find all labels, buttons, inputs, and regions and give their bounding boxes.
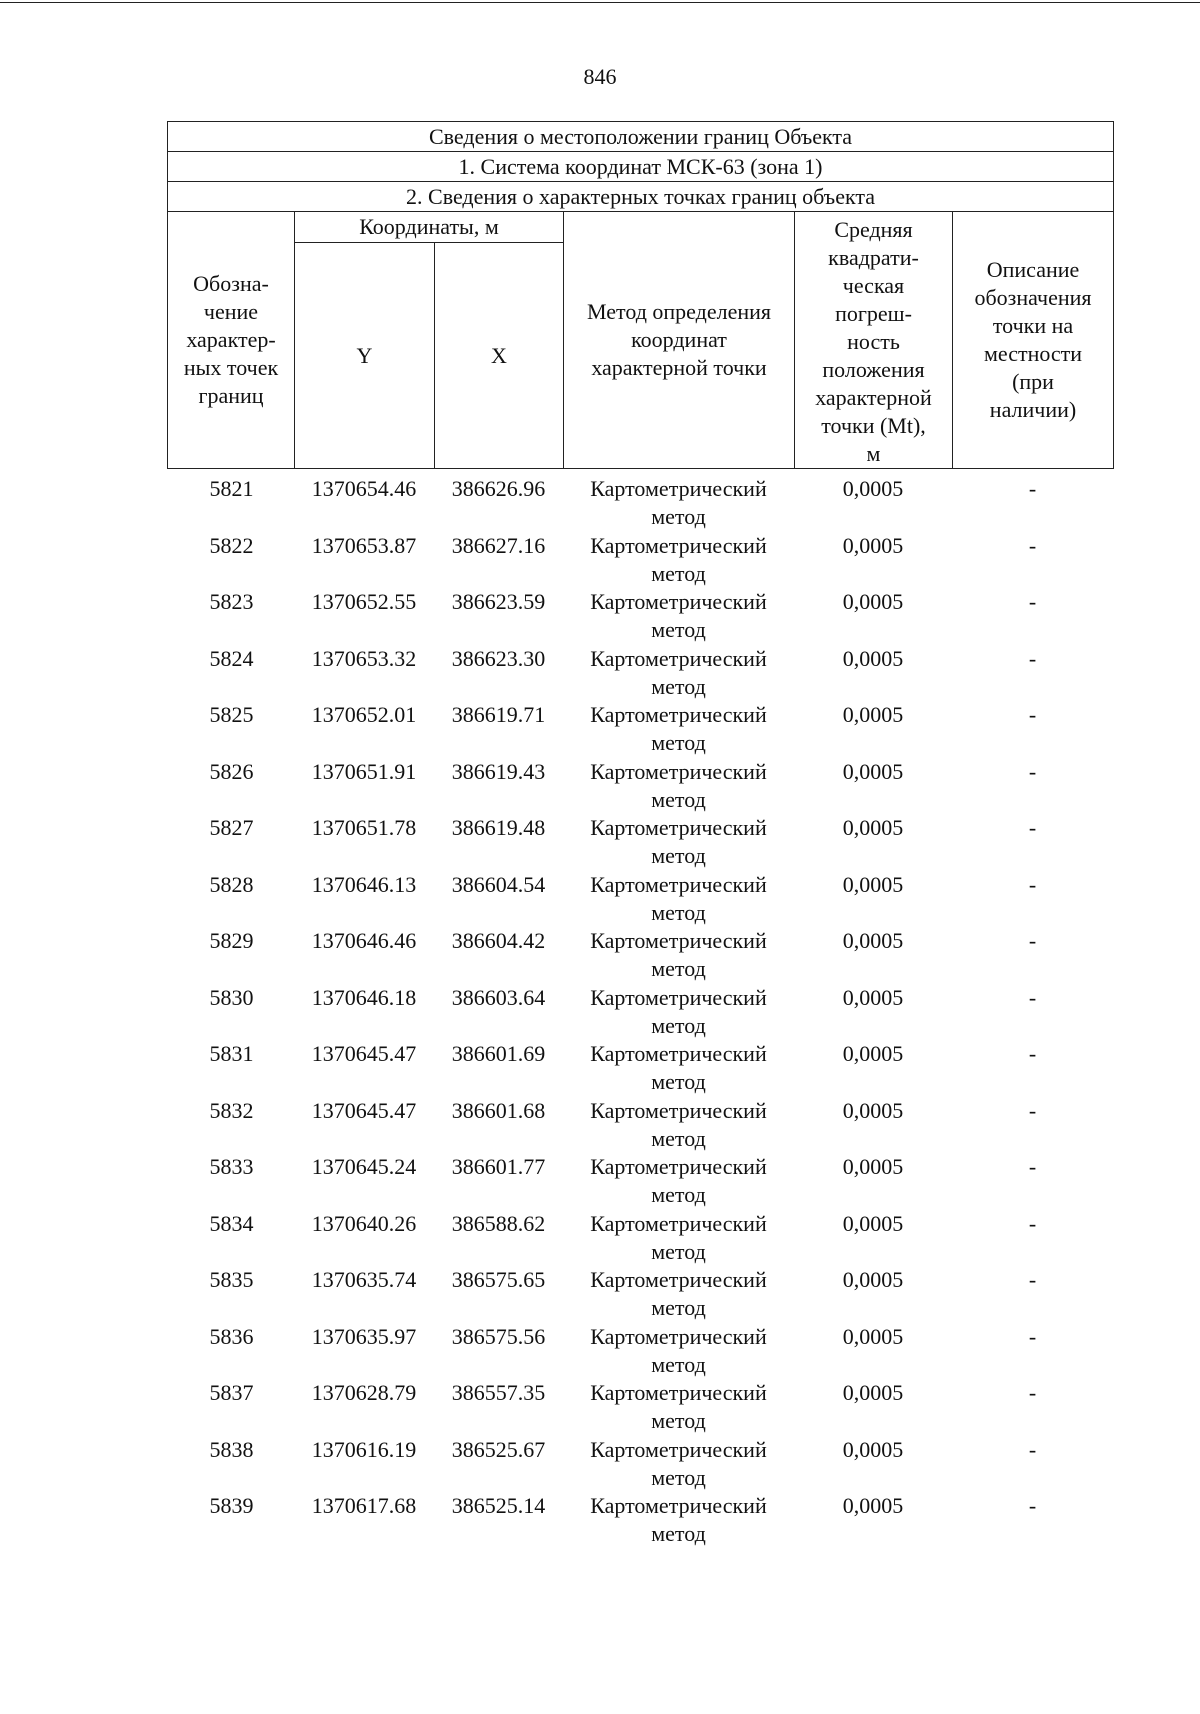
point-id-cell: 5821 bbox=[209, 476, 254, 501]
col-coordinates-header: Координаты, м bbox=[295, 212, 564, 243]
coordinate-x-cell: 386588.62 bbox=[451, 1210, 546, 1236]
method-cell: Картометрический метод bbox=[590, 532, 767, 586]
coordinate-system: 1. Система координат МСК-63 (зона 1) bbox=[168, 152, 1114, 182]
coordinate-y-cell: 1370645.47 bbox=[311, 1097, 417, 1123]
table-row bbox=[167, 701, 1113, 758]
method-cell: Картометрический метод bbox=[590, 928, 767, 981]
table-row bbox=[167, 532, 1113, 589]
coordinate-x-cell: 386623.59 bbox=[451, 589, 546, 614]
error-cell: 0,0005 bbox=[842, 532, 904, 558]
point-id-cell: 5824 bbox=[209, 645, 254, 671]
col-description-header: Описание обозначения точки на местности (при наличии) bbox=[953, 212, 1114, 469]
description-cell: - bbox=[1028, 1323, 1037, 1349]
description-cell: - bbox=[1028, 702, 1037, 727]
method-cell: Картометрический метод bbox=[590, 871, 767, 925]
table-row bbox=[167, 1492, 1113, 1549]
coordinate-x-cell: 386603.64 bbox=[451, 984, 546, 1010]
method-cell: Картометрический метод bbox=[590, 815, 767, 868]
error-cell: 0,0005 bbox=[842, 645, 904, 671]
coordinate-x-cell: 386604.42 bbox=[451, 928, 546, 953]
error-cell: 0,0005 bbox=[842, 702, 904, 727]
coordinate-y-cell: 1370651.91 bbox=[311, 758, 417, 784]
point-id-cell: 5833 bbox=[209, 1154, 254, 1179]
col-y-header: Y bbox=[295, 243, 435, 469]
coordinate-y-cell: 1370654.46 bbox=[311, 476, 417, 501]
table-row bbox=[167, 758, 1113, 815]
point-id-cell: 5838 bbox=[209, 1436, 254, 1462]
point-id-cell: 5822 bbox=[209, 532, 254, 558]
coordinate-x-cell: 386575.56 bbox=[451, 1323, 546, 1349]
description-cell: - bbox=[1028, 928, 1037, 953]
error-cell: 0,0005 bbox=[842, 476, 904, 501]
table-row bbox=[167, 1040, 1113, 1097]
description-cell: - bbox=[1028, 758, 1037, 784]
error-cell: 0,0005 bbox=[842, 1380, 904, 1405]
coordinate-y-cell: 1370646.13 bbox=[311, 871, 417, 897]
coordinate-x-cell: 386627.16 bbox=[451, 532, 546, 558]
error-cell: 0,0005 bbox=[842, 1436, 904, 1462]
method-cell: Картометрический метод bbox=[590, 1323, 767, 1377]
point-id-cell: 5829 bbox=[209, 928, 254, 953]
error-cell: 0,0005 bbox=[842, 1267, 904, 1292]
table-row bbox=[167, 1210, 1113, 1267]
point-id-cell: 5835 bbox=[209, 1267, 254, 1292]
table-row bbox=[167, 814, 1113, 871]
point-id-cell: 5837 bbox=[209, 1380, 254, 1405]
error-cell: 0,0005 bbox=[842, 1493, 904, 1518]
coordinate-x-cell: 386601.77 bbox=[451, 1154, 546, 1179]
top-rule bbox=[0, 2, 1200, 3]
table-row bbox=[167, 984, 1113, 1041]
table-row bbox=[167, 645, 1113, 702]
description-cell: - bbox=[1028, 1436, 1037, 1462]
error-cell: 0,0005 bbox=[842, 1323, 904, 1349]
coordinate-y-cell: 1370652.01 bbox=[311, 702, 417, 727]
col-method-header: Метод определения координат характерной точки bbox=[564, 212, 795, 469]
error-cell: 0,0005 bbox=[842, 928, 904, 953]
description-cell: - bbox=[1028, 1380, 1037, 1405]
coordinate-y-cell: 1370653.87 bbox=[311, 532, 417, 558]
table-row bbox=[167, 475, 1113, 532]
point-id-cell: 5826 bbox=[209, 758, 254, 784]
coordinate-y-cell: 1370646.18 bbox=[311, 984, 417, 1010]
method-cell: Картометрический метод bbox=[590, 984, 767, 1038]
error-cell: 0,0005 bbox=[842, 1154, 904, 1179]
description-cell: - bbox=[1028, 1493, 1037, 1518]
method-cell: Картометрический метод bbox=[590, 476, 767, 529]
table-row bbox=[167, 927, 1113, 984]
table-row bbox=[167, 1379, 1113, 1436]
points-table bbox=[167, 475, 1113, 1549]
table-row bbox=[167, 1153, 1113, 1210]
description-cell: - bbox=[1028, 645, 1037, 671]
method-cell: Картометрический метод bbox=[590, 1493, 767, 1546]
coordinate-x-cell: 386626.96 bbox=[451, 476, 546, 501]
coordinate-x-cell: 386604.54 bbox=[451, 871, 546, 897]
error-cell: 0,0005 bbox=[842, 1210, 904, 1236]
coordinate-x-cell: 386619.71 bbox=[451, 702, 546, 727]
description-cell: - bbox=[1028, 984, 1037, 1010]
coordinate-y-cell: 1370653.32 bbox=[311, 645, 417, 671]
coordinate-y-cell: 1370651.78 bbox=[311, 815, 417, 840]
error-cell: 0,0005 bbox=[842, 984, 904, 1010]
description-cell: - bbox=[1028, 589, 1037, 614]
description-cell: - bbox=[1028, 1210, 1037, 1236]
col-point-header: Обозна- чение характер- ных точек границ bbox=[168, 212, 295, 469]
point-id-cell: 5831 bbox=[209, 1041, 254, 1066]
method-cell: Картометрический метод bbox=[590, 645, 767, 699]
method-cell: Картометрический метод bbox=[590, 1097, 767, 1151]
point-id-cell: 5834 bbox=[209, 1210, 254, 1236]
method-cell: Картометрический метод bbox=[590, 1436, 767, 1490]
method-cell: Картометрический метод bbox=[590, 1380, 767, 1433]
col-x-header: X bbox=[435, 243, 564, 469]
coordinate-y-cell: 1370617.68 bbox=[311, 1493, 417, 1518]
table-row bbox=[167, 1323, 1113, 1380]
table-row bbox=[167, 1436, 1113, 1493]
description-cell: - bbox=[1028, 1154, 1037, 1179]
method-cell: Картометрический метод bbox=[590, 1154, 767, 1207]
method-cell: Картометрический метод bbox=[590, 702, 767, 755]
error-cell: 0,0005 bbox=[842, 815, 904, 840]
coordinate-y-cell: 1370616.19 bbox=[311, 1436, 417, 1462]
section-title: 2. Сведения о характерных точках границ объекта bbox=[168, 182, 1114, 212]
point-id-cell: 5836 bbox=[209, 1323, 254, 1349]
table-row bbox=[167, 1097, 1113, 1154]
error-cell: 0,0005 bbox=[842, 1041, 904, 1066]
description-cell: - bbox=[1028, 1041, 1037, 1066]
coordinate-y-cell: 1370628.79 bbox=[311, 1380, 417, 1405]
table-row bbox=[167, 1266, 1113, 1323]
method-cell: Картометрический метод bbox=[590, 1041, 767, 1094]
error-cell: 0,0005 bbox=[842, 1097, 904, 1123]
table-title: Сведения о местоположении границ Объекта bbox=[168, 122, 1114, 152]
description-cell: - bbox=[1028, 871, 1037, 897]
coordinate-x-cell: 386525.67 bbox=[451, 1436, 546, 1462]
col-error-header: Средняя квадрати- ческая погреш- ность положения характерной точки (Mt), м bbox=[795, 212, 953, 469]
error-cell: 0,0005 bbox=[842, 871, 904, 897]
coordinate-y-cell: 1370635.74 bbox=[311, 1267, 417, 1292]
coordinate-y-cell: 1370635.97 bbox=[311, 1323, 417, 1349]
coordinate-y-cell: 1370645.24 bbox=[311, 1154, 417, 1179]
method-cell: Картометрический метод bbox=[590, 1210, 767, 1264]
table-row bbox=[167, 871, 1113, 928]
point-id-cell: 5828 bbox=[209, 871, 254, 897]
coordinate-y-cell: 1370640.26 bbox=[311, 1210, 417, 1236]
table-row bbox=[167, 588, 1113, 645]
coordinate-x-cell: 386557.35 bbox=[451, 1380, 546, 1405]
coordinate-y-cell: 1370645.47 bbox=[311, 1041, 417, 1066]
coordinate-x-cell: 386619.48 bbox=[451, 815, 546, 840]
description-cell: - bbox=[1028, 476, 1037, 501]
coordinate-x-cell: 386601.69 bbox=[451, 1041, 546, 1066]
method-cell: Картометрический метод bbox=[590, 1267, 767, 1320]
coordinate-x-cell: 386525.14 bbox=[451, 1493, 546, 1518]
point-id-cell: 5832 bbox=[209, 1097, 254, 1123]
description-cell: - bbox=[1028, 1097, 1037, 1123]
description-cell: - bbox=[1028, 532, 1037, 558]
point-id-cell: 5830 bbox=[209, 984, 254, 1010]
point-id-cell: 5825 bbox=[209, 702, 254, 727]
coordinate-x-cell: 386619.43 bbox=[451, 758, 546, 784]
coordinate-y-cell: 1370646.46 bbox=[311, 928, 417, 953]
point-id-cell: 5823 bbox=[209, 589, 254, 614]
point-id-cell: 5827 bbox=[209, 815, 254, 840]
method-cell: Картометрический метод bbox=[590, 589, 767, 642]
point-id-cell: 5839 bbox=[209, 1493, 254, 1518]
header-table bbox=[167, 121, 1114, 469]
coordinate-x-cell: 386601.68 bbox=[451, 1097, 546, 1123]
error-cell: 0,0005 bbox=[842, 589, 904, 614]
error-cell: 0,0005 bbox=[842, 758, 904, 784]
coordinate-y-cell: 1370652.55 bbox=[311, 589, 417, 614]
coordinate-x-cell: 386623.30 bbox=[451, 645, 546, 671]
page-number: 846 bbox=[583, 64, 617, 89]
description-cell: - bbox=[1028, 1267, 1037, 1292]
description-cell: - bbox=[1028, 815, 1037, 840]
method-cell: Картометрический метод bbox=[590, 758, 767, 812]
points-table-body bbox=[167, 475, 1113, 1549]
coordinate-x-cell: 386575.65 bbox=[451, 1267, 546, 1292]
